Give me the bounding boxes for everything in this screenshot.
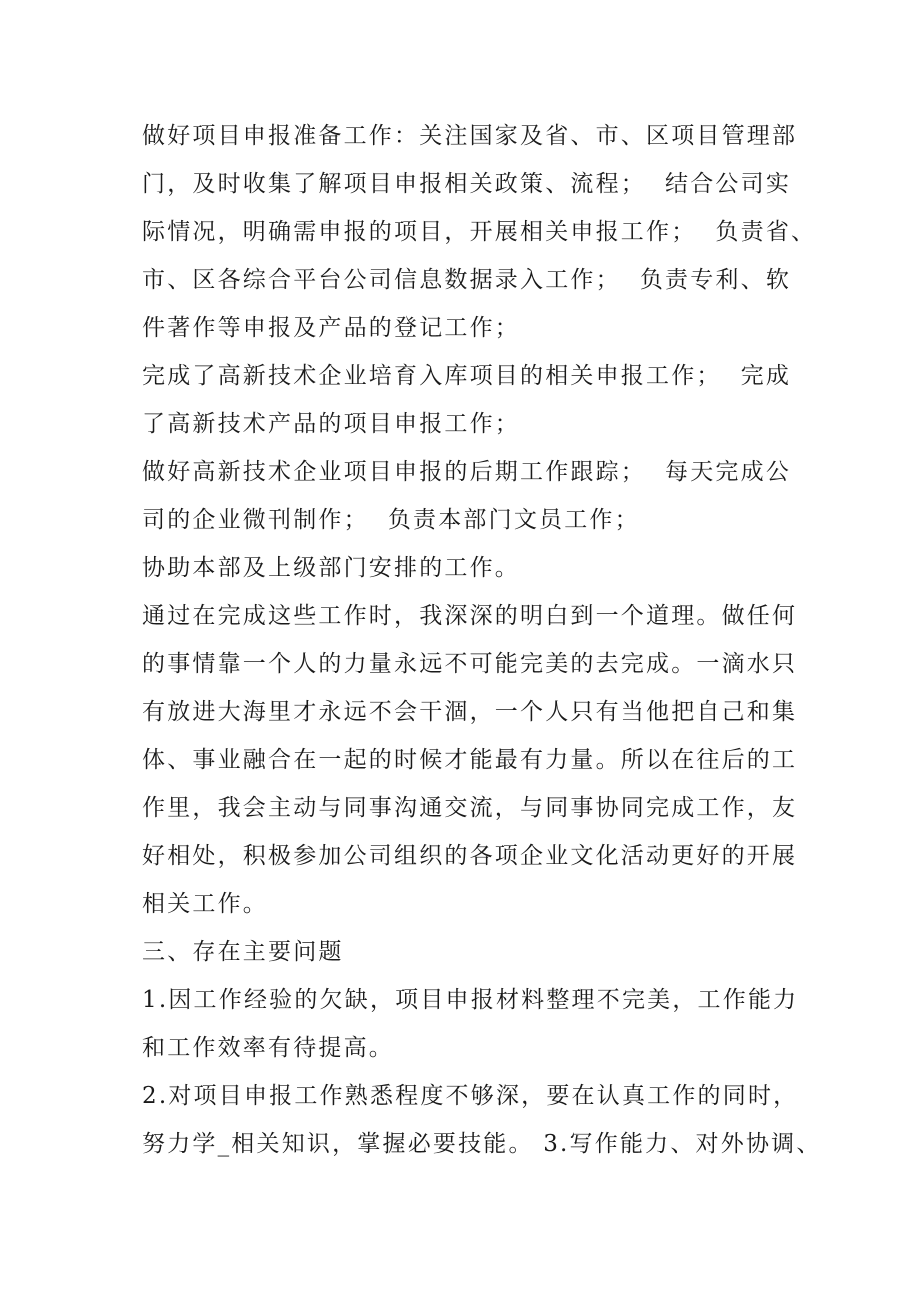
text-line: 门，及时收集了解项目申报相关政策、流程； 结合公司实 [142, 171, 792, 197]
paragraph-follow-up [142, 448, 792, 544]
text-line: 的事情靠一个人的力量永远不可能完美的去完成。一滴水只 [142, 651, 798, 677]
text-line: 和工作效率有待提高。 [142, 1035, 394, 1061]
text-line: 作里，我会主动与同事沟通交流，与同事协同完成工作，友 [142, 795, 798, 821]
paragraph-project-preparation [142, 112, 817, 352]
text-line: 协助本部及上级部门安排的工作。 [142, 555, 520, 581]
text-line: 市、区各综合平台公司信息数据录入工作； 负责专利、软 [142, 267, 792, 293]
text-line: 1.因工作经验的欠缺，项目申报材料整理不完美，工作能力 [142, 987, 799, 1013]
paragraph-reflection [142, 592, 798, 928]
text-line: 做好高新技术企业项目申报的后期工作跟踪； 每天完成公 [142, 459, 792, 485]
paragraph-problem-2 [142, 1072, 822, 1168]
text-line: 2.对项目申报工作熟悉程度不够深，要在认真工作的同时， [142, 1083, 799, 1109]
paragraph-high-tech-application [142, 352, 792, 448]
document-body [142, 112, 822, 1168]
text-line: 做好项目申报准备工作：关注国家及省、市、区项目管理部 [142, 123, 798, 149]
text-line: 完成了高新技术企业培育入库项目的相关申报工作； 完成 [142, 363, 792, 389]
text-line: 相关工作。 [142, 891, 268, 917]
paragraph-problem-1 [142, 976, 799, 1072]
text-line: 有放进大海里才永远不会干涸，一个人只有当他把自己和集 [142, 699, 798, 725]
text-line: 司的企业微刊制作； 负责本部门文员工作； [142, 507, 640, 533]
section-heading: 三、存在主要问题 [142, 939, 344, 965]
paragraph-assist [142, 544, 782, 592]
text-line: 件著作等申报及产品的登记工作； [142, 315, 520, 341]
text-line: 好相处，积极参加公司组织的各项企业文化活动更好的开展 [142, 843, 798, 869]
text-line: 通过在完成这些工作时，我深深的明白到一个道理。做任何 [142, 603, 798, 629]
text-line: 努力学_相关知识，掌握必要技能。 3.写作能力、对外协调、 [142, 1131, 822, 1157]
section-heading-problems [142, 928, 782, 976]
text-line: 体、事业融合在一起的时候才能最有力量。所以在往后的工 [142, 747, 798, 773]
text-line: 了高新技术产品的项目申报工作； [142, 411, 520, 437]
text-line: 际情况，明确需申报的项目，开展相关申报工作； 负责省、 [142, 219, 817, 245]
